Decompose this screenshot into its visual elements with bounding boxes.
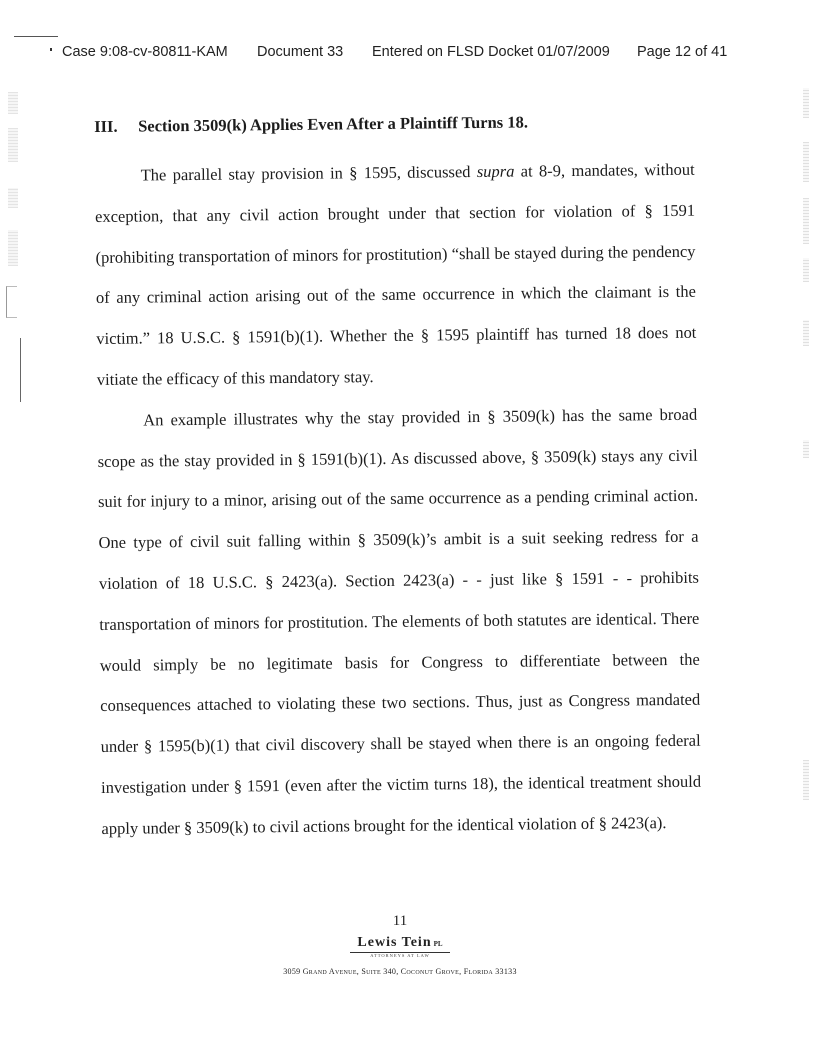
scan-artifact-block: [803, 440, 809, 458]
firm-address: 3059 Grand Avenue, Suite 340, Coconut Grove, Florida 33133: [283, 967, 517, 976]
scan-artifact-vline: [20, 338, 21, 402]
page-footer: [240, 912, 560, 976]
case-number: Case 9:08-cv-80811-KAM: [62, 44, 228, 60]
scan-artifact-line: [14, 36, 58, 37]
scan-artifact-bracket: [6, 286, 17, 318]
scan-artifact-dot: [50, 48, 52, 51]
scan-artifact-block: [803, 142, 809, 182]
firm-tagline: ATTORNEYS AT LAW: [370, 953, 430, 958]
scan-artifact-block: [8, 92, 18, 114]
section-number: III.: [94, 116, 118, 136]
scan-artifact-block: [8, 188, 18, 208]
page-number: 11: [392, 913, 408, 929]
page-of-total: Page 12 of 41: [637, 44, 728, 60]
paragraph: An example illustrates why the stay provided in § 3509(k) has the same broad scope as the stay provided in § 1591(b)(1). As discussed above, § 3509(k) stays any civil suit for injury to a minor, arising out of the same occurrence as a pending criminal action. One type of civil suit falling within § 3509(k)’s ambit is a suit seeking redress for a violation of 18 U.S.C. § 2423(a). Section 2423(a) - - just like § 1591 - - prohibits transportation of minors for prostitution. The elements of both statutes are identical. There would simply be no legitimate basis for Congress to differentiate between the consequences attached to violating these two sections. Thus, just as Congress mandated under § 1595(b)(1) that civil discovery shall be stayed when there is an ongoing federal investigation under § 1591 (even after the victim turns 18), the identical treatment should apply under § 3509(k) to civil actions brought for the identical violation of § 2423(a).: [97, 404, 702, 838]
document-number: Document 33: [257, 44, 344, 60]
section-title: Section 3509(k) Applies Even After a Plaintiff Turns 18.: [138, 112, 529, 136]
document-body: [94, 106, 702, 850]
scan-artifact-left-edge: [4, 80, 26, 410]
firm-name: Lewis Tein: [357, 935, 432, 950]
firm-suffix: PL: [433, 940, 443, 948]
section-heading: [94, 106, 694, 142]
scan-artifact-block: [803, 258, 809, 282]
scan-artifact-block: [803, 88, 809, 118]
scan-artifact-block: [803, 198, 809, 244]
scan-artifact-block: [803, 760, 809, 800]
paragraph: The parallel stay provision in § 1595, discussed supra at 8-9, mandates, without exception, that any civil action brought under that section for violation of § 1591 (prohibiting transportation of minors for prostitution) “shall be stayed during the pendency of any criminal action arising out of the same occurrence in which the claimant is the victim.” 18 U.S.C. § 1591(b)(1). Whether the § 1595 plaintiff has turned 18 does not vitiate the efficacy of this mandatory stay.: [94, 159, 697, 389]
emphasis: supra: [476, 161, 515, 181]
scan-artifact-block: [8, 128, 18, 162]
firm-logo: [240, 936, 560, 951]
scan-artifact-block: [8, 230, 18, 266]
scan-artifact-block: [803, 320, 809, 346]
docket-entry-date: Entered on FLSD Docket 01/07/2009: [372, 44, 610, 60]
scan-artifact-right-edge: [800, 80, 814, 820]
